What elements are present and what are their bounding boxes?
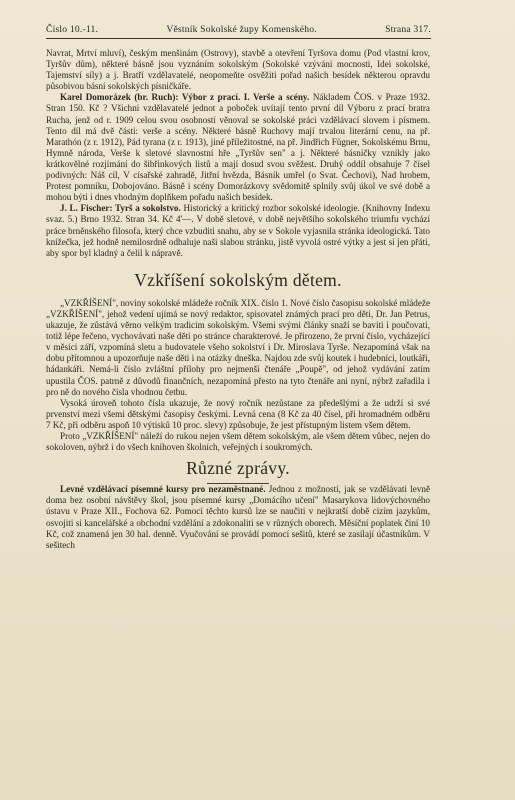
news-lead: Levné vzdělávací písemné kursy pro nezaměstnané. — [60, 484, 266, 495]
vzkriseni-paragraph-1: „VZKŘÍŠENÍ", noviny sokolské mládeže ročník XIX. číslo 1. Nové číslo časopisu sokolské mládeže „VZKŘÍŠENÍ", jehož vedení ujímá se nový redaktor, spisovatel známých prací pro děti, Dr. Jan Petrus, ukazuje, že zůstává věrno velkým tradicím sokolským. Všemi svými články snaží se baviti i poučovati, totiž lépe řečeno, vychovávati naše děti po stránce charakterové. Je přirozeno, že první číslo, vycházející v měsíci září, vzpomíná sletu a budovatele všeho sokolství i Dr. Miroslava Tyrše. Nezapomíná však na dobu přítomnou a upozorňuje naše děti i na otázky dneška. Najdou zde svůj koutek i hudebníci, loutkáři, hádankáři. Nemá-li číslo zvláštní přílohy pro nejmenší čtenáře „Poupě", od jehož vydávání zatím upustila ČOS. patrně z důvodů finančních, nezapomíná přesto na tyto čtenáře ani nyní, nýbrž zařadila i pro ně do nového čísla vhodnou četbu. — [46, 297, 430, 397]
page-number: Strana 317. — [385, 24, 431, 35]
running-header — [46, 24, 431, 39]
issue-number: Číslo 10.-11. — [46, 24, 99, 35]
vzkriseni-paragraph-3: Proto „VZKŘÍŠENÍ" náleží do rukou nejen všem dětem sokolským, ale všem dětem vůbec, nejen do sokoloven, nýbrž i do všech knihoven školních, veřejných i soukromých. — [46, 431, 430, 453]
section-heading-vzkriseni: Vzkříšení sokolským dětem. — [134, 269, 342, 290]
review-fischer — [46, 203, 430, 258]
continued-paragraph: Navrat, Mrtví mluví), českým menšinám (Ostrovy), stavbě a otevření Tyršova domu (Pod vlastní krov, Tyršův dům), některé básně jsou vyznáním sokolským (Sokolské vzývání mocnosti, Idei sokolské, Tajemství síly) a j. Bratří vzdělavatelé, neopomeňte osvěžiti pořad našich besídek některou opravdu působivou básní sokolských písničkáře. — [46, 48, 430, 92]
news-body: Jednou z možností, jak se vzdělávati levně doma bez osobní návštěvy škol, jsou písemné kursy „Domácího učení" Masarykova lidovýchovného ústavu v Praze XII., Fochova 62. Pomocí těchto kursů lze se naučiti v nejkratší době cizím jazykům, osvojiti si kancelářské a obchodní vzdělání a zdokonaliti se v různých oborech. Měsíční poplatek činí 10 Kč, což znamená jen 30 hal. denně. Vyučování se provádí pomocí sešitů, které se zasílají účastníkům. V sešitech — [46, 484, 430, 550]
news-paragraph — [46, 484, 430, 551]
review-domorazek-body: Nákladem ČOS. v Praze 1932. Stran 150. Kč ? Všichni vzdělavatelé jednot a poboček uvítají tento první díl Výboru z prací bratra Rucha, jenž od r. 1909 celou svou osobností věnoval se sokolské práci vzdělávací slovem i písmem. Tento díl má dvě části: verše a scény. Některé básně Ruchovy mají trvalou literární cenu, na př. Marathón (z r. 1912), Pád tyrana (z r. 1913), jiné příležitostné, na př. Jindřich Fügner, Sokolskému Brnu, Hymně národa, Verše k sletové slavnostní hře „Tyršův sen" a j. Některé básničky vznikly jako krátkovělné rozjímání do šibřinkových listů a mají dosud svou svěžest. Druhý oddíl obsahuje 7 čísel podivných: Náš cíl, V císařské zahradě, Jitřní hvězda, Básník umřel (o Svat. Čechovi), Nad hrobem, Protest pomníku, Dobojováno. Básně i scény Domorázkovy svědomitě splnily svůj úkol ve své době a mohou býti i dnes vhodným doplňkem pořadu našich besídek. — [46, 92, 431, 203]
journal-title: Věstník Sokolské župy Komenského. — [166, 24, 317, 35]
section-heading-ruzne-zpravy: Různé zprávy. — [186, 458, 290, 479]
review-fischer-body: Historický a kritický rozbor sokolské ideologie. (Knihovny Indexu svaz. 5.) Brno 1932. Stran 34. Kč 4'—. V době sletové, v době největšího sokolského triumfu vychází práce brněnského filosofa, který chce vzbuditi snahu, aby se v Sokole vyjasnila stránka ideologická. Tato knížečka, jež hodně nemilosrdně odhaluje naši slabou stránku, jistě vyvolá ostré výtky a jest si jen přáti, aby spor byl kladný a čelil k nápravě. — [46, 203, 431, 258]
review-domorazek-title: Karel Domorázek (br. Ruch): Výbor z prací. I. Verše a scény. — [60, 92, 310, 103]
text-column — [46, 48, 430, 551]
review-domorazek — [46, 92, 430, 203]
review-fischer-title: J. L. Fischer: Tyrš a sokolstvo. — [60, 203, 181, 214]
vzkriseni-paragraph-2: Vysoká úroveň tohoto čísla ukazuje, že nový ročník nezůstane za předešlými a že udrží si své prvenství mezi všemi dětskými časopisy českými. Levná cena (8 Kč za 40 čísel, při hromadném odběru 7 Kč, při odběru aspoň 10 výtisků 10 proc. slevy) způsobuje, že jest přístupným listem všem dětem. — [46, 397, 430, 430]
